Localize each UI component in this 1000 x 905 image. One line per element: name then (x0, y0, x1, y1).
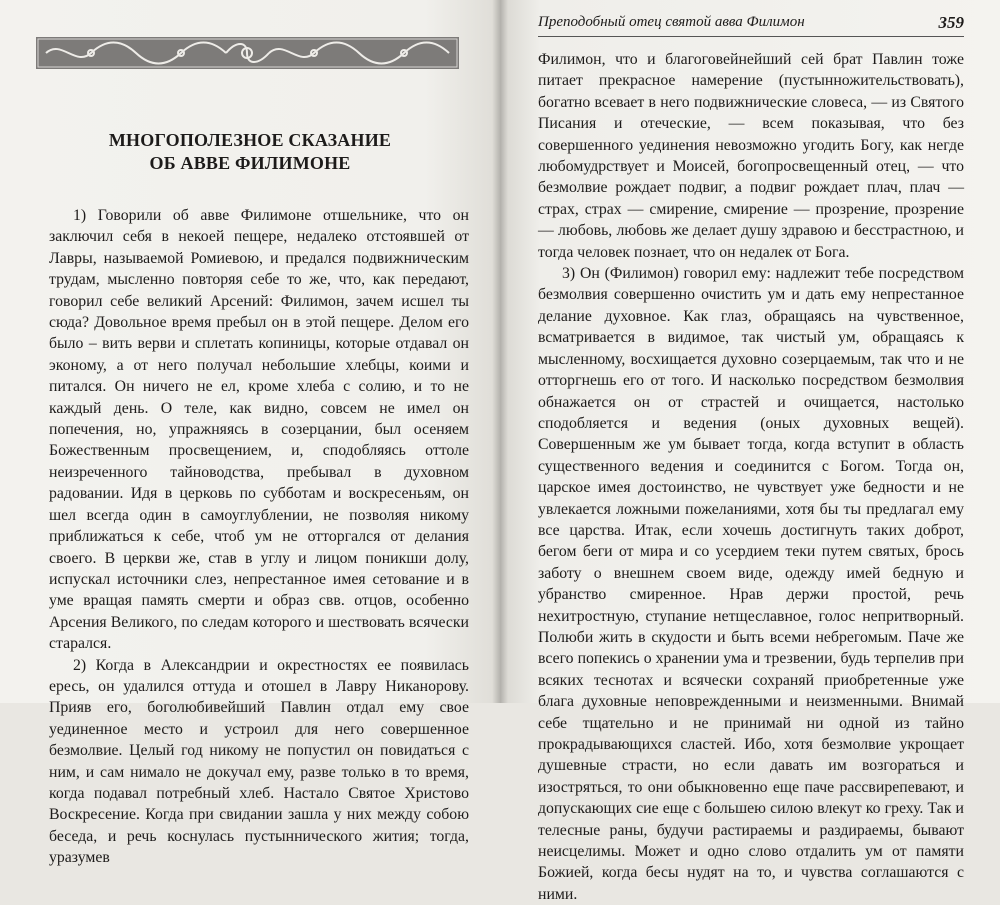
book-gutter (492, 0, 508, 703)
paragraph-1: 1) Говорили об авве Филимоне отшельнике, что он заключил себя в некоей пещере, недалеко отстоявшей от Лавры, называемой Ромиевою, и предался подвижническим трудам, мысленно повторяя себе то же, что, как передают, говорил себе великий Арсений: Филимон, зачем исшел ты сюда? Довольное время пребыл он в этой пещере. Делом его было – вить верви и сплетать копиницы, которые отдавал он эконому, а от него получал небольшие хлебцы, коими и питался. Он ничего не ел, кроме хлеба с солию, и то не каждый день. О теле, как видно, совсем не имел он попечения, но, упражняясь в созерцании, был осеняем Божественным просвещением, и, сподобляясь оттоле неизреченного тайноводства, пребывал в духовном радовании. Идя в церковь по субботам и воскресеньям, он шел всегда один в самоуглублении, не позволяя никому приближаться к себе, чтоб ум не отторгался от делания своего. В церкви же, став в углу и лицом поникши долу, испускал источники слез, непрестанное имея сетование и в уме вращая память смерти и образ свв. отцов, особенно Арсения Великого, по следам которого и шествовать всячески старался. (49, 207, 469, 653)
chapter-title-line-1: МНОГОПОЛЕЗНОЕ СКАЗАНИЕ (108, 130, 392, 150)
chapter-title-line-2: ОБ АВВЕ ФИЛИМОНЕ (149, 153, 351, 173)
right-page-header (538, 14, 964, 37)
page-number: 359 (938, 13, 964, 32)
paragraph-continued: Филимон, что и благоговейнейший сей брат Павлин тоже питает прекрасное намерение (пустынножительствовать), богатно всевает в него подвижнические словеса, — из Святого Писания и отеческие, — всем показывая, что без совершенного уединения невозможно угодить Богу, как негде любомудрствует и Моисей, богопросвещенный отец, — что безмолвие рождает подвиг, а подвиг рождает плач, плач — страх, страх — смирение, смирение — прозрение, прозрение — любовь, любовь же делает душу здравою и бесстрастною, и тогда человек познает, что он недалек от Бога. (538, 51, 964, 261)
right-body-text (538, 49, 964, 905)
left-page (0, 0, 500, 867)
paragraph-3: 3) Он (Филимон) говорил ему: надлежит тебе посредством безмолвия совершенно очистить ум и дать ему непрестанное делание духовное. Как глаз, обращаясь на чувственное, всматривается в видимое, так чистый ум, обращаясь к мысленному, восхищается духовно созерцаемым, так что и не отторгнешь его от того. И насколько посредством безмолвия обнажается он от страстей и очищается, настолько сподобляется и ведения (оных духовных вещей). Совершенным же ум бывает тогда, когда вступит в область существенного ведения и соединится с Богом. Тогда он, царское имея достоинство, не чувствует уже бедности и не увлекается ложными пожеланиями, хотя бы ты предлагал ему все царства. Итак, если хочешь достигнуть таких доброт, бегом беги от мира и со усердием теки путем святых, брось заботу о внешнем своем виде, одежду имей бедную и убранство смиренное. Нрав держи простой, речь нехитростную, ступание нетщеславное, голос непритворный. Полюби жить в скудости и быть всеми небрегомым. Паче же всего попекись о хранении ума и трезвении, будь терпелив при всяких теснотах и всячески сохраняй приобретенные уже блага духовные неповрежденными и неизменными. Внимай себе тщательно и не принимай ни одной из тайно прокрадывающихся сластей. Ибо, хотя безмолвие укрощает душевные страсти, но если давать им возгораться и изостряться, то они обыкновенно еще паче рассвирепевают, и допускающих сие еще с большею силою влекут ко греху. Так и телесные раны, будучи растираемы и раздираемы, бывают неисцелимы. Может и одно слово отдалить ум от памяти Божией, когда бесы нудят на то, и чувства соглашаются с ними. (538, 265, 964, 903)
ornamental-headband (36, 37, 459, 69)
paragraph-2: 2) Когда в Александрии и окрестностях ее появилась ересь, он удалился оттуда и отошел в Лавру Никанорову. Прияв его, боголюбивейший Павлин отдал ему свое уединенное место и устроил для него совершенное безмолвие. Целый год никому не попустил он повидаться с ним, и сам нимало не докучал ему, разве только в то время, когда подавал потребный хлеб. Настало Святое Христово Воскресение. Когда при свидании зашла у них между собою беседа, и речь коснулась пустыннического жития; тогда, уразумев (49, 656, 469, 867)
running-head: Преподобный отец святой авва Филимон (538, 14, 805, 30)
chapter-title (60, 129, 440, 175)
left-body-text (49, 205, 469, 869)
